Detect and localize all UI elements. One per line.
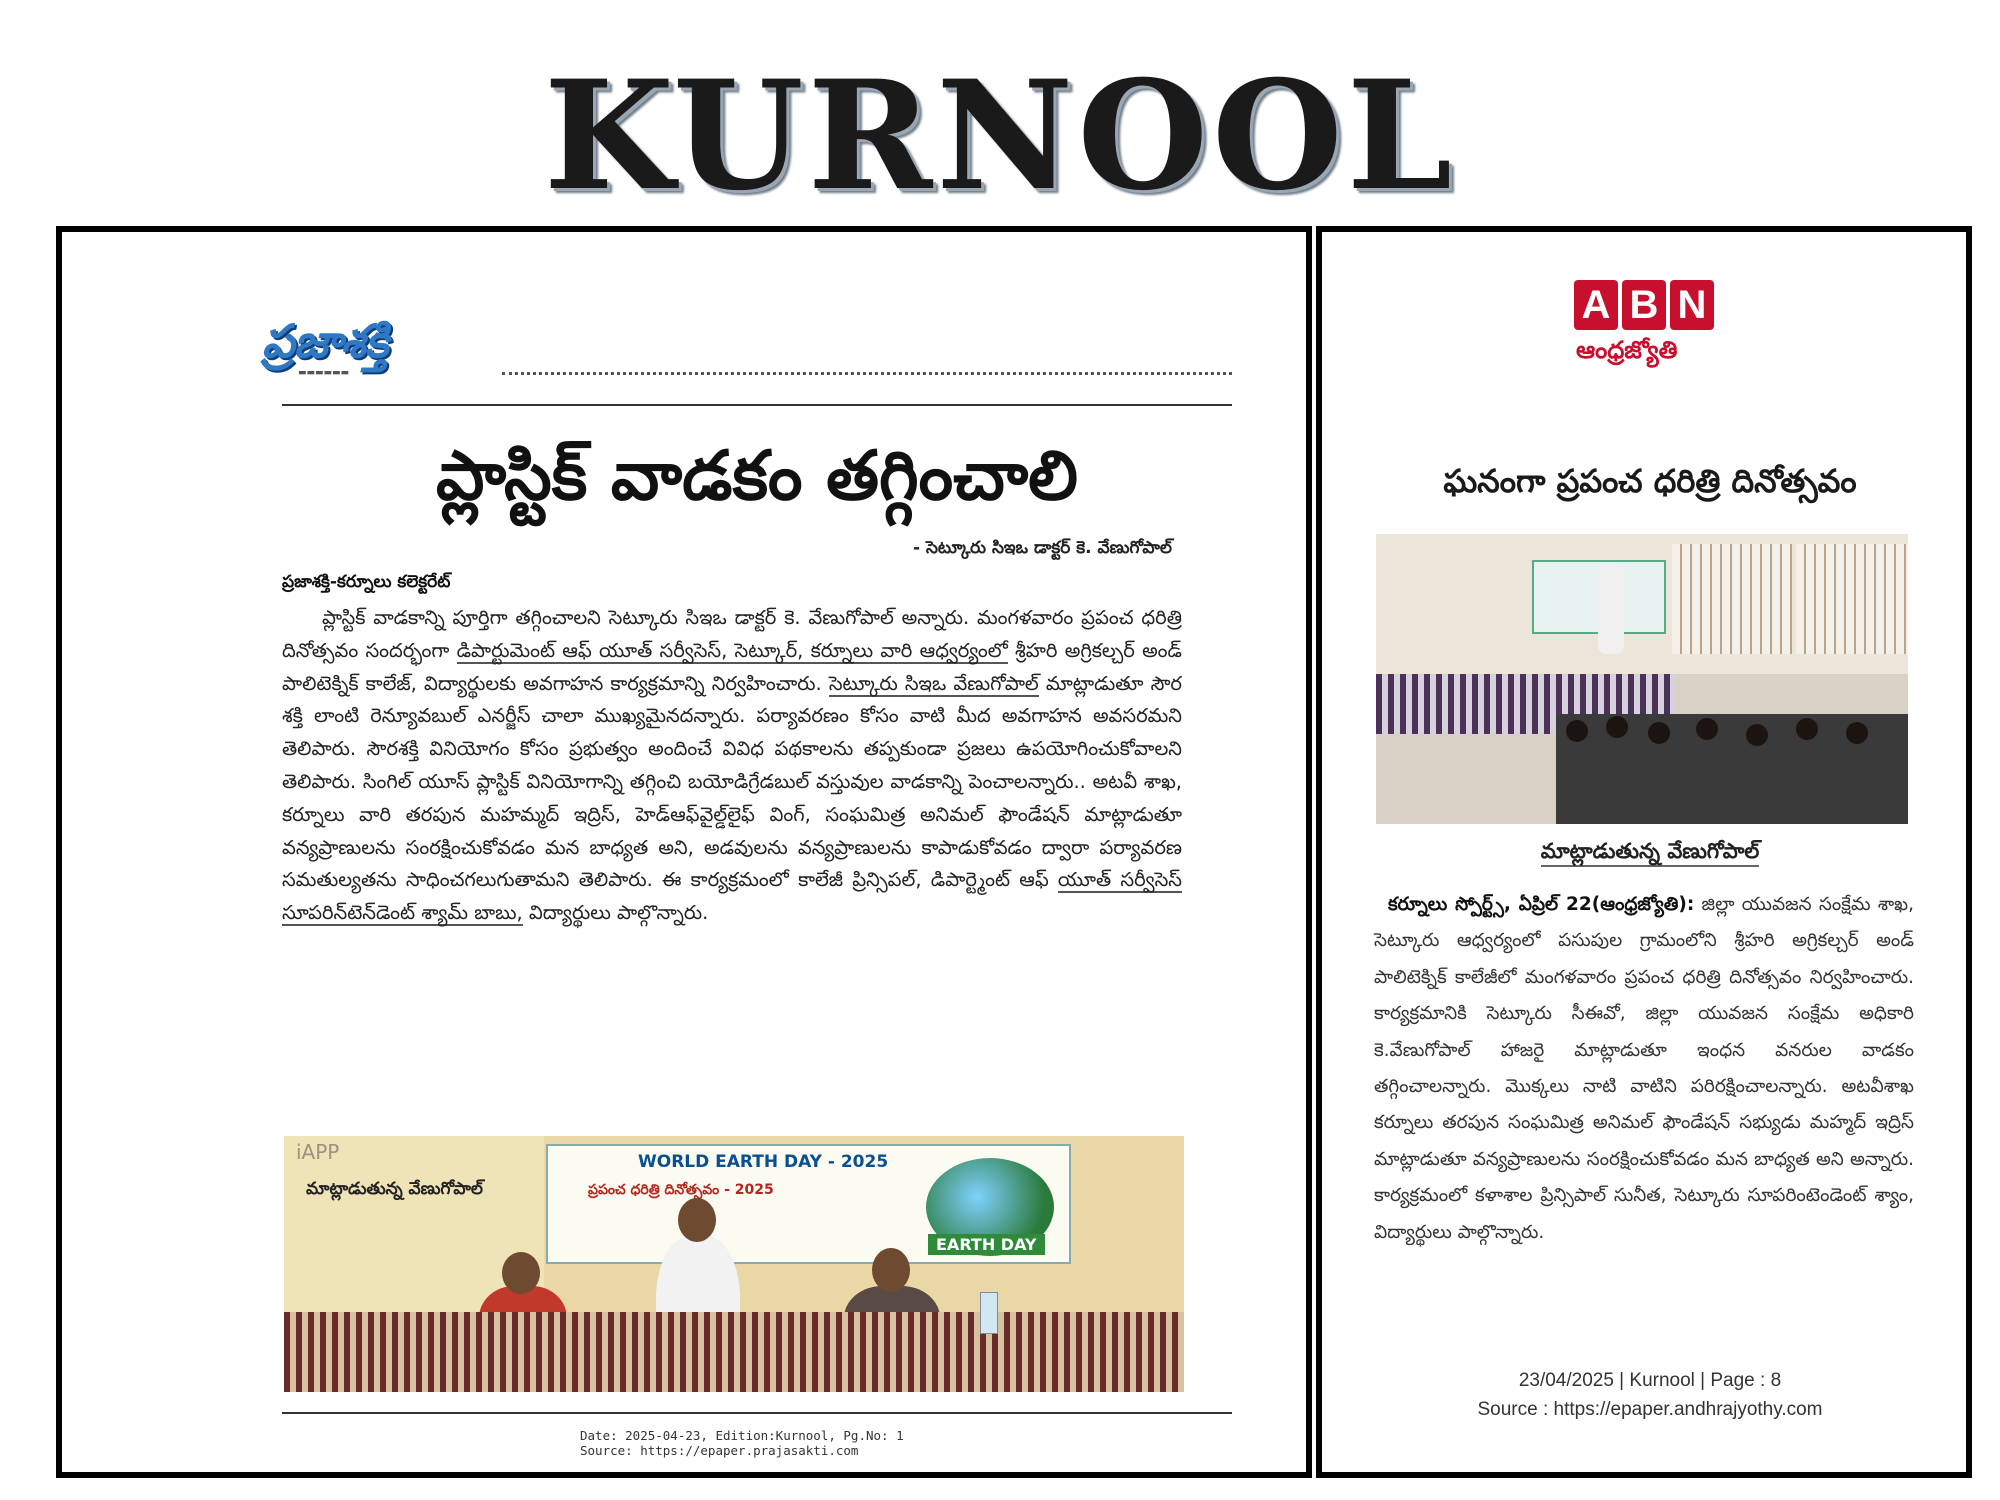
prajasakti-masthead: ప్రజాశక్తి [262,314,388,368]
water-bottle [980,1292,998,1334]
earth-day-badge: EARTH DAY [928,1234,1045,1255]
event-photo [1376,534,1908,824]
audience-head [1566,720,1588,742]
source-info [1352,1366,1948,1424]
abn-logo [1574,280,1718,330]
window-curtain [1672,544,1792,654]
audience [1556,714,1908,824]
audience-head [1606,716,1628,738]
body-text: విద్యార్థులు పాల్గొన్నారు. [522,901,709,925]
body-text: శ్రీహరి అగ్రికల్చర్ అండ్ పాలిటెక్నిక్ కాలేజ్, విద్యార్థులకు అవగాహన కార్యక్రమాన్ని నిర్వహించారు. [282,638,1182,695]
table-cloth [284,1312,1184,1392]
body-underlined-text: యూత్ సర్వీసెస్ సూపరిన్‌టెన్‌డెంట్ శ్యామ్ బాబు, [282,868,1182,925]
article-body [1374,887,1914,1251]
article-dateline: ప్రజాశక్తి-కర్నూలు కలెక్టరేట్ [282,572,451,592]
earth-day-banner [546,1144,1071,1264]
logo-letter: N [1670,280,1714,330]
body-text: జిల్లా యువజన సంక్షేమ శాఖ, సెట్కూరు ఆధ్వర్యంలో పసుపుల గ్రామంలోని శ్రీహరి అగ్రికల్చర్ అండ్ పాలిటెక్నిక్ కాలేజీలో మంగళవారం ప్రపంచ ధరిత్రి దినోత్సవం నిర్వహించారు. కార్యక్రమానికి సెట్కూరు సీఈవో, జిల్లా యువజన సంక్షేమ అధికారి కె.వేణుగోపాల్ హాజరై మాట్లాడుతూ ఇంధన వనరుల వాడకం తగ్గించాలన్నారు. మొక్కలు నాటి వాటిని పరిరక్షించాలన్నారు. అటవీశాఖ కర్నూలు తరపున సంఘమిత్ర అనిమల్ ఫౌండేషన్ సభ్యుడు మహ్మద్ ఇద్రిస్ మాట్లాడుతూ వన్యప్రాణులను సంరక్షించుకోవడం మన బాధ్యత అని అన్నారు. కార్యక్రమంలో కళాశాల ప్రిన్సిపాల్ సునీత, సెట్కూరు సూపరింటెండెంట్ శ్యాం, విద్యార్థులు పాల్గొన్నారు. [1374,894,1914,1243]
seated-man-head [872,1248,910,1292]
seated-woman-head [502,1252,540,1294]
banner-title: WORLD EARTH DAY - 2025 [638,1152,889,1172]
audience-head [1746,724,1768,746]
body-underlined-text: సెట్కూరు సిఇఒ వేణుగోపాల్ [828,671,1039,695]
source-url: Source: https://epaper.prajasakti.com [580,1443,859,1458]
body-underlined-text: డిపార్టుమెంట్ ఆఫ్ యూత్ సర్వీసెస్, సెట్కూర్, కర్నూలు వారి ఆధ్వర్యంలో [456,638,1008,662]
andhrajyothy-clipping [1316,226,1972,1478]
photo-caption [1352,839,1948,869]
audience-head [1846,722,1868,744]
prajasakti-clipping [56,226,1312,1478]
article-body [282,602,1182,930]
header-rule [282,404,1232,406]
article-dateline: కర్నూలు స్పోర్ట్స్, ఏప్రిల్ 22(ఆంధ్రజ్యోతి): [1388,894,1695,915]
article-headline: ప్లాస్టిక్ వాడకం తగ్గించాలి [435,437,1078,516]
source-url: Source : https://epaper.andhrajyothy.com [1477,1399,1823,1420]
article-headline: ఘనంగా ప్రపంచ ధరిత్రి దినోత్సవం [1443,462,1857,500]
footer-rule [282,1412,1232,1414]
photo-caption-text: మాట్లాడుతున్న వేణుగోపాల్ [1541,839,1760,867]
photo-watermark: iAPP [296,1140,340,1164]
audience-head [1648,722,1670,744]
banner-subtitle: ప్రపంచ ధరిత్రి దినోత్సవం - 2025 [588,1182,774,1198]
audience-head [1696,718,1718,740]
logo-letter: B [1622,280,1666,330]
logo-letter: A [1574,280,1618,330]
speaker-head [678,1198,716,1242]
header-dotted-rule [502,372,1232,375]
abn-logo-subtitle: ఆంధ్రజ్యోతి [1576,336,1678,364]
window-curtain [1796,544,1908,654]
speaker-figure [1598,564,1624,654]
body-text: మాట్లాడుతూ సౌర శక్తి లాంటి రెన్యూవబుల్ ఎనర్జీస్ చాలా ముఖ్యమైనదన్నారు. పర్యావరణం కోసం వాటి మీద అవగాహన అవసరమని తెలిపారు. సౌరశక్తి వినియోగం కోసం ప్రభుత్వం అందించే వివిధ పథకాలను తప్పకుండా ప్రజలు ఉపయోగించుకోవాలని తెలిపారు. సింగిల్ యూస్ ప్లాస్టిక్ వినియోగాన్ని తగ్గించి బయోడిగ్రేడబుల్ వస్తువుల వాడకాన్ని పెంచాలన్నారు.. అటవీ శాఖ, కర్నూలు వారి తరపున మహమ్మద్ ఇద్రిస్, హెడ్ఆఫ్‌వైల్డ్‌లైఫ్ వింగ్, సంఘమిత్ర అనిమల్ ఫౌండేషన్ మాట్లాడుతూ వన్యప్రాణులను సంరక్షించుకోవడం మన బాధ్యత అని, అడవులను వన్యప్రాణులను కాపాడుకోవడం ద్వారా పర్యావరణ సమతుల్యతను సాధించగలుగుతామని తెలిపారు. ఈ కార్యక్రమంలో కాలేజీ ప్రిన్సిపల్, డిపార్ట్మెంట్ ఆఫ్ [282,671,1182,892]
photo-caption: మాట్లాడుతున్న వేణుగోపాల్ [306,1179,483,1199]
source-date-edition: 23/04/2025 | Kurnool | Page : 8 [1518,1370,1782,1391]
page-title: KURNOOL [543,48,1457,224]
source-info [580,1428,904,1458]
body-text: ప్లాస్టిక్ వాడకాన్ని పూర్తిగా తగ్గించాలని సెట్కూరు సిఇఒ డాక్టర్ కె. వేణుగోపాల్ అన్నారు. మంగళవారం ప్రపంచ ధరిత్రి దినోత్సవం సందర్భంగా [282,606,1182,662]
masthead-tagline-mark: ▬▬▬▬▬▬ [298,368,350,378]
audience-head [1796,718,1818,740]
article-byline: - సెట్కూరు సిఇఒ డాక్టర్ కె. వేణుగోపాల్ [913,538,1172,558]
source-date-edition: Date: 2025-04-23, Edition:Kurnool, Pg.No: 1 [580,1428,904,1443]
event-photo [284,1136,1184,1392]
